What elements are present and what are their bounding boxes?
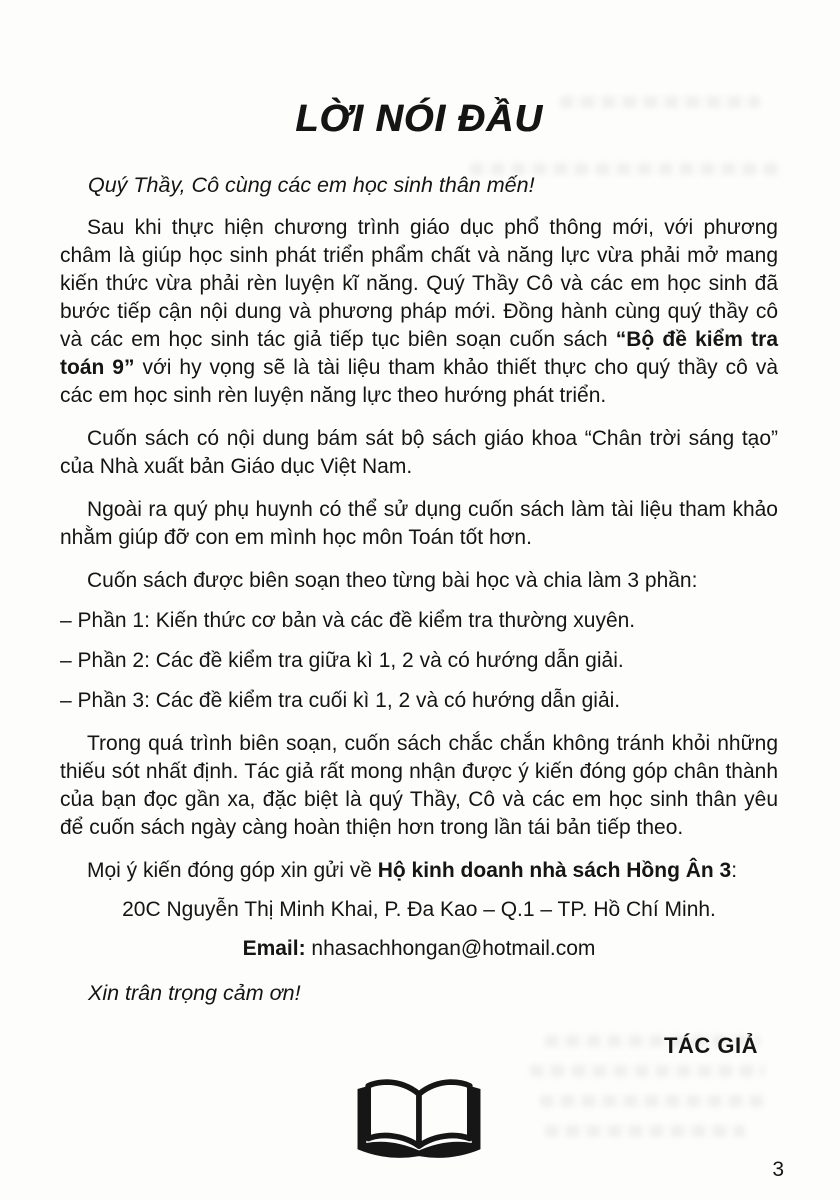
paragraph-textbook: Cuốn sách có nội dung bám sát bộ sách giáo khoa “Chân trời sáng tạo” của Nhà xuất bản Giáo dục Việt Nam.: [60, 427, 778, 478]
list-item-part1: – Phần 1: Kiến thức cơ bản và các đề kiểm tra thường xuyên.: [60, 609, 636, 632]
paragraph-apology: Trong quá trình biên soạn, cuốn sách chắc chắn không tránh khỏi những thiếu sót nhất định. Tác giả rất mong nhận được ý kiến đóng góp chân thành của bạn đọc gần xa, đặc biệt là quý Thầy, Cô và các em học sinh thân yêu để cuốn sách ngày càng hoàn thiện hơn trong lần tái bản tiếp theo.: [60, 732, 778, 839]
address-line: 20C Nguyễn Thị Minh Khai, P. Đa Kao – Q.1 – TP. Hồ Chí Minh.: [122, 898, 716, 921]
email-address: nhasachhongan@hotmail.com: [305, 937, 596, 960]
contact-line: [60, 857, 778, 885]
greeting-line: Quý Thầy, Cô cùng các em học sinh thân mến!: [88, 173, 535, 197]
open-book-icon: [350, 1073, 488, 1169]
parts-list: [60, 607, 778, 715]
author-signature: TÁC GIẢ: [664, 1033, 758, 1058]
paragraph-intro-tail: với hy vọng sẽ là tài liệu tham khảo thiết thực cho quý thầy cô và các em học sinh rèn luyện năng lực theo hướng phát triển.: [60, 356, 779, 407]
page-content: [60, 0, 778, 1174]
publisher-name: Hộ kinh doanh nhà sách Hồng Ân 3: [377, 859, 732, 882]
paragraph-intro-text: Sau khi thực hiện chương trình giáo dục phổ thông mới, với phương châm là giúp học sinh phát triển phẩm chất và năng lực vừa phải mở mang kiến thức vừa phải rèn luyện kĩ năng. Quý Thầy Cô và các em học sinh đã bước tiếp cận nội dung và phương pháp mới. Đồng hành cùng quý thầy cô và các em học sinh tác giả tiếp tục biên soạn cuốn sách: [60, 216, 778, 351]
book-series-name: “Bộ đề kiểm tra toán 9”: [60, 328, 779, 379]
paragraph-structure: Cuốn sách được biên soạn theo từng bài học và chia làm 3 phần:: [87, 569, 698, 592]
paragraph-intro: [60, 214, 778, 410]
page-title: LỜI NÓI ĐẦU: [295, 98, 543, 140]
list-item-part2: – Phần 2: Các đề kiểm tra giữa kì 1, 2 và có hướng dẫn giải.: [60, 649, 624, 672]
page-number: 3: [772, 1158, 784, 1181]
closing-line: Xin trân trọng cảm ơn!: [88, 981, 301, 1005]
paragraph-parents: Ngoài ra quý phụ huynh có thể sử dụng cuốn sách làm tài liệu tham khảo nhằm giúp đỡ con em mình học môn Toán tốt hơn.: [60, 498, 778, 549]
contact-intro: Mọi ý kiến đóng góp xin gửi về: [87, 859, 378, 882]
contact-colon: :: [731, 859, 738, 882]
email-line: [60, 935, 778, 963]
list-item-part3: – Phần 3: Các đề kiểm tra cuối kì 1, 2 và có hướng dẫn giải.: [60, 689, 621, 712]
book-icon-container: [60, 1073, 778, 1174]
email-label: Email:: [242, 937, 306, 960]
